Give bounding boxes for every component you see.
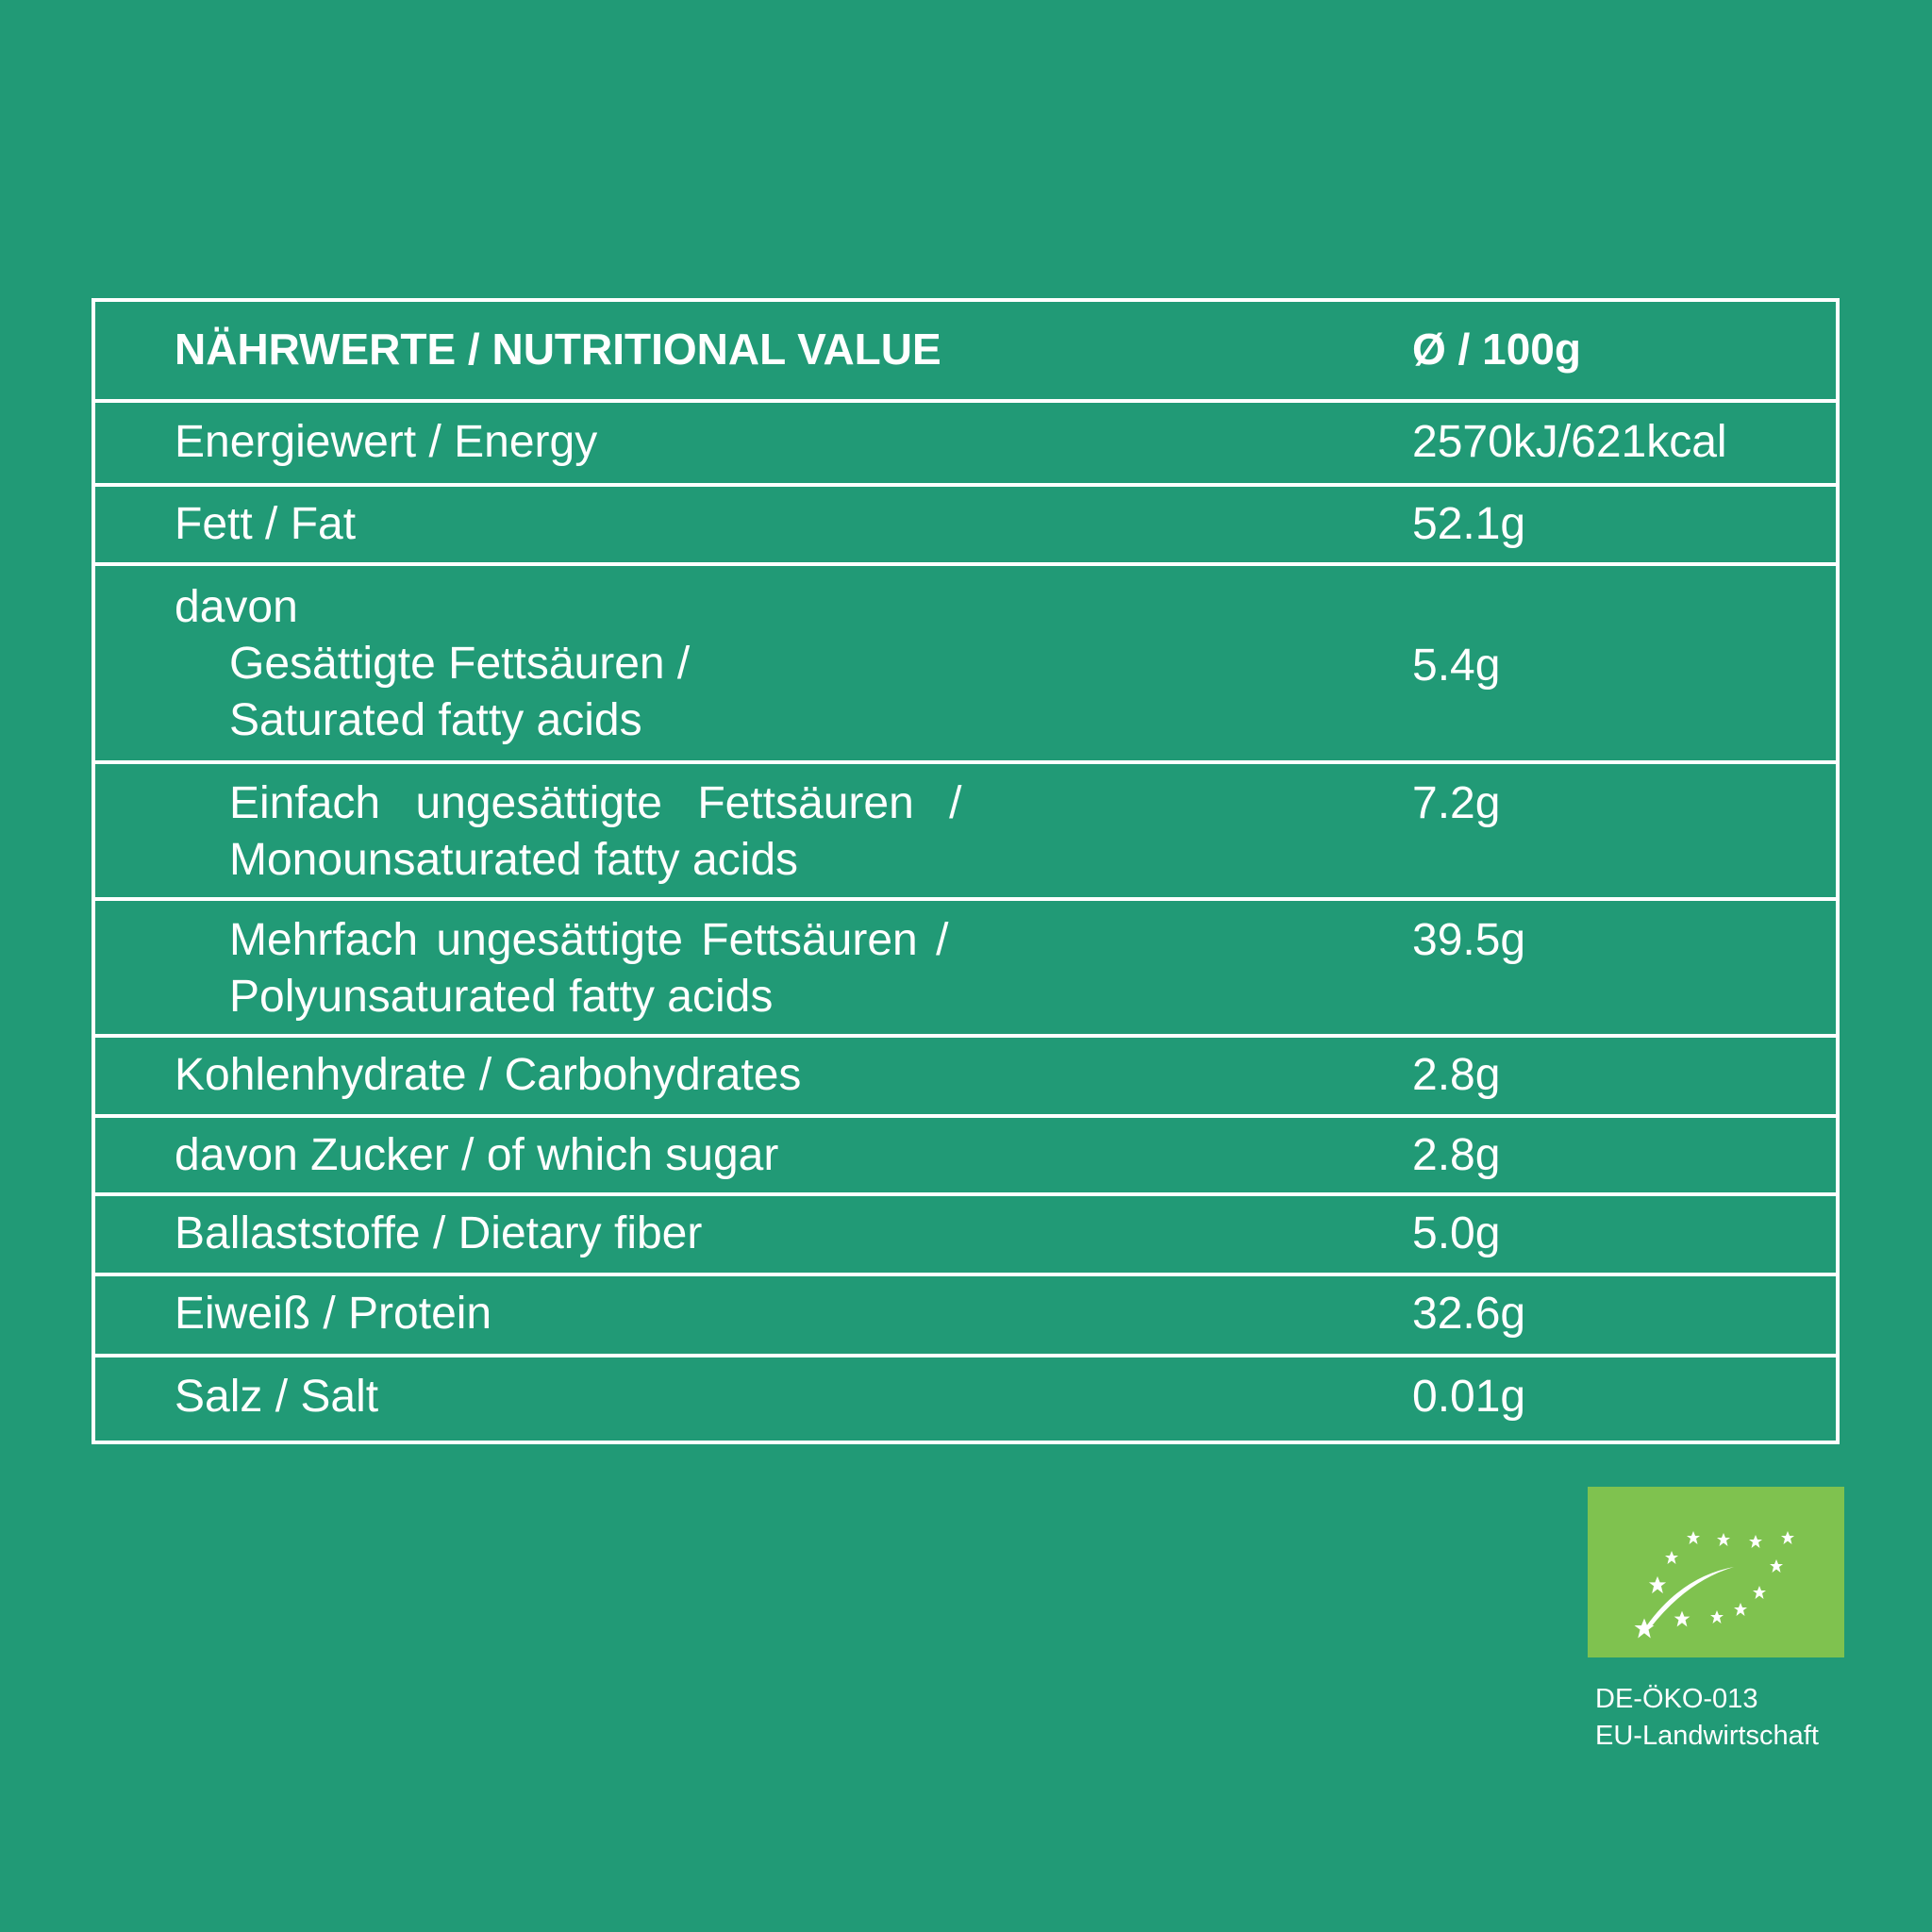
row-label-line2: Saturated fatty acids (229, 695, 642, 745)
table-row (95, 403, 1836, 487)
row-label: Kohlenhydrate / Carbohydrates (175, 1050, 802, 1100)
row-label: Energiewert / Energy (175, 417, 598, 467)
eu-organic-leaf-logo-icon (1588, 1487, 1844, 1657)
table-row (95, 901, 1836, 1038)
row-value: 7.2g (1412, 778, 1501, 828)
row-label-line1: Gesättigte Fettsäuren / (229, 639, 691, 689)
row-label (175, 775, 961, 889)
row-label-line1: Einfach ungesättigte Fettsäuren / (229, 778, 962, 828)
row-value: 2570kJ/621kcal (1412, 417, 1727, 467)
row-label-line2: Polyunsaturated fatty acids (229, 972, 774, 1022)
row-value: 2.8g (1412, 1050, 1501, 1100)
table-row (95, 1196, 1836, 1276)
row-value: 5.4g (1412, 641, 1501, 691)
row-label: Salz / Salt (175, 1372, 379, 1422)
table-row (95, 1038, 1836, 1118)
nutrition-table (92, 298, 1840, 1444)
certification-origin: EU-Landwirtschaft (1595, 1721, 1819, 1751)
row-label-line2: Monounsaturated fatty acids (229, 835, 799, 885)
certification-code: DE-ÖKO-013 (1595, 1684, 1758, 1714)
row-label (175, 912, 948, 1025)
table-row (95, 566, 1836, 764)
row-label: Fett / Fat (175, 499, 357, 549)
table-row (95, 764, 1836, 901)
row-label: davon Zucker / of which sugar (175, 1130, 779, 1180)
row-value: 32.6g (1412, 1289, 1526, 1339)
row-prefix: davon (175, 582, 298, 632)
table-row (95, 487, 1836, 566)
row-value: 39.5g (1412, 915, 1526, 965)
row-label (175, 579, 690, 749)
row-label: Ballaststoffe / Dietary fiber (175, 1208, 703, 1258)
row-value: 52.1g (1412, 499, 1526, 549)
row-value: 2.8g (1412, 1130, 1501, 1180)
table-header-row (95, 302, 1836, 403)
table-row (95, 1276, 1836, 1357)
header-label: NÄHRWERTE / NUTRITIONAL VALUE (175, 325, 941, 374)
header-value: Ø / 100g (1412, 325, 1581, 374)
table-row (95, 1118, 1836, 1196)
row-value: 5.0g (1412, 1208, 1501, 1258)
row-label: Eiweiß / Protein (175, 1289, 492, 1339)
row-value: 0.01g (1412, 1372, 1526, 1422)
row-label-line1: Mehrfach ungesättigte Fettsäuren / (229, 915, 949, 965)
table-row (95, 1357, 1836, 1444)
